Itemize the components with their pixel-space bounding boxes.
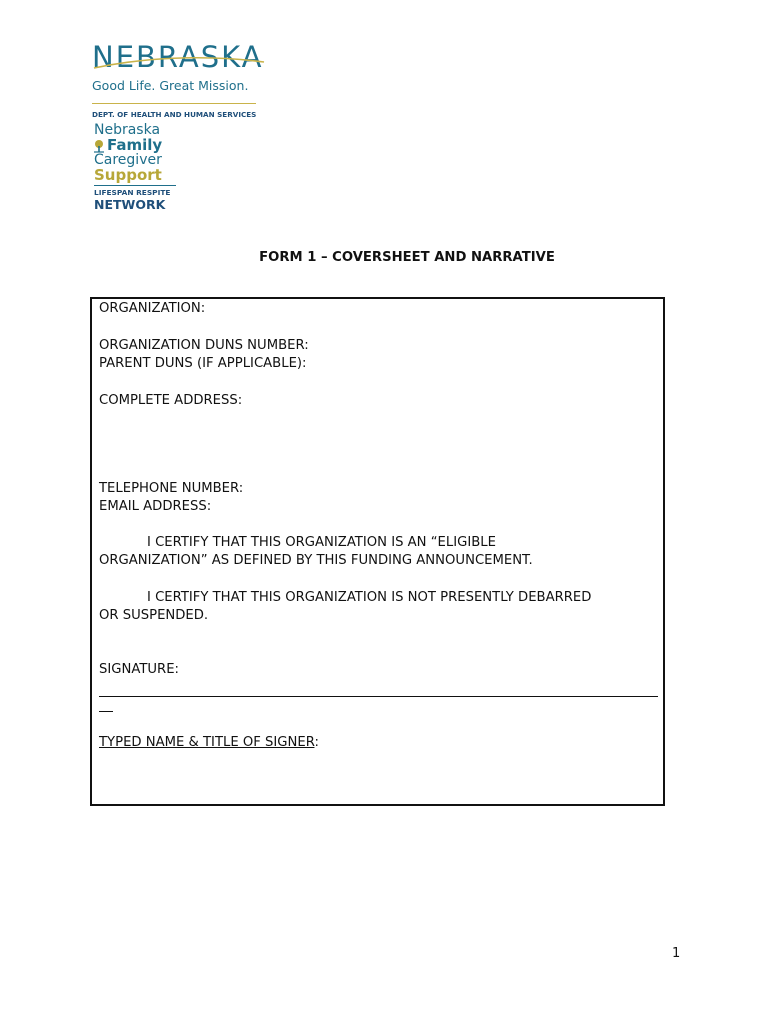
eligible-cert-line1: I CERTIFY THAT THIS ORGANIZATION IS AN “ELIGIBLE bbox=[147, 535, 496, 550]
program-nebraska: Nebraska bbox=[94, 122, 161, 138]
eligible-certification bbox=[99, 534, 659, 570]
network-lifespan: LIFESPAN RESPITE bbox=[94, 188, 171, 197]
logo-divider bbox=[92, 103, 256, 104]
wordmark-text: NEBRASKA bbox=[92, 40, 264, 74]
typed-name-colon: : bbox=[314, 735, 319, 750]
complete-address-label: COMPLETE ADDRESS: bbox=[99, 393, 243, 408]
telephone-label: TELEPHONE NUMBER: bbox=[99, 481, 244, 496]
network-name: NETWORK bbox=[94, 197, 166, 212]
program-family bbox=[92, 138, 176, 153]
coversheet-form-box bbox=[90, 297, 665, 806]
duns-number-label: ORGANIZATION DUNS NUMBER: bbox=[99, 338, 309, 353]
typed-name-text: TYPED NAME & TITLE OF SIGNER bbox=[99, 735, 315, 750]
signature-line-tail bbox=[99, 711, 113, 712]
signature-line bbox=[99, 696, 658, 697]
parent-duns-label: PARENT DUNS (IF APPLICABLE): bbox=[99, 356, 307, 371]
swoosh-icon bbox=[92, 46, 267, 72]
eligible-cert-line2: ORGANIZATION” AS DEFINED BY THIS FUNDING ANNOUNCEMENT. bbox=[99, 553, 533, 568]
tree-icon bbox=[92, 139, 106, 153]
signature-label: SIGNATURE: bbox=[99, 662, 179, 677]
logo-tagline: Good Life. Great Mission. bbox=[92, 78, 249, 93]
debarred-cert-line1: I CERTIFY THAT THIS ORGANIZATION IS NOT PRESENTLY DEBARRED bbox=[147, 590, 592, 605]
program-divider bbox=[94, 185, 176, 186]
organization-label: ORGANIZATION: bbox=[99, 301, 206, 316]
debarred-cert-line2: OR SUSPENDED. bbox=[99, 608, 209, 623]
email-label: EMAIL ADDRESS: bbox=[99, 499, 212, 514]
department-name: DEPT. OF HEALTH AND HUMAN SERVICES bbox=[92, 110, 257, 119]
typed-name-title-label bbox=[99, 734, 319, 752]
page-number: 1 bbox=[672, 946, 681, 961]
form-title: FORM 1 – COVERSHEET AND NARRATIVE bbox=[259, 250, 555, 265]
debarred-certification bbox=[99, 589, 659, 625]
family-caregiver-logo bbox=[92, 123, 282, 212]
program-support: Support bbox=[94, 166, 162, 184]
nebraska-wordmark bbox=[92, 40, 263, 74]
program-family-text: Family bbox=[107, 136, 163, 154]
program-caregiver: Caregiver bbox=[94, 152, 162, 168]
nebraska-dhhs-logo bbox=[92, 40, 282, 212]
